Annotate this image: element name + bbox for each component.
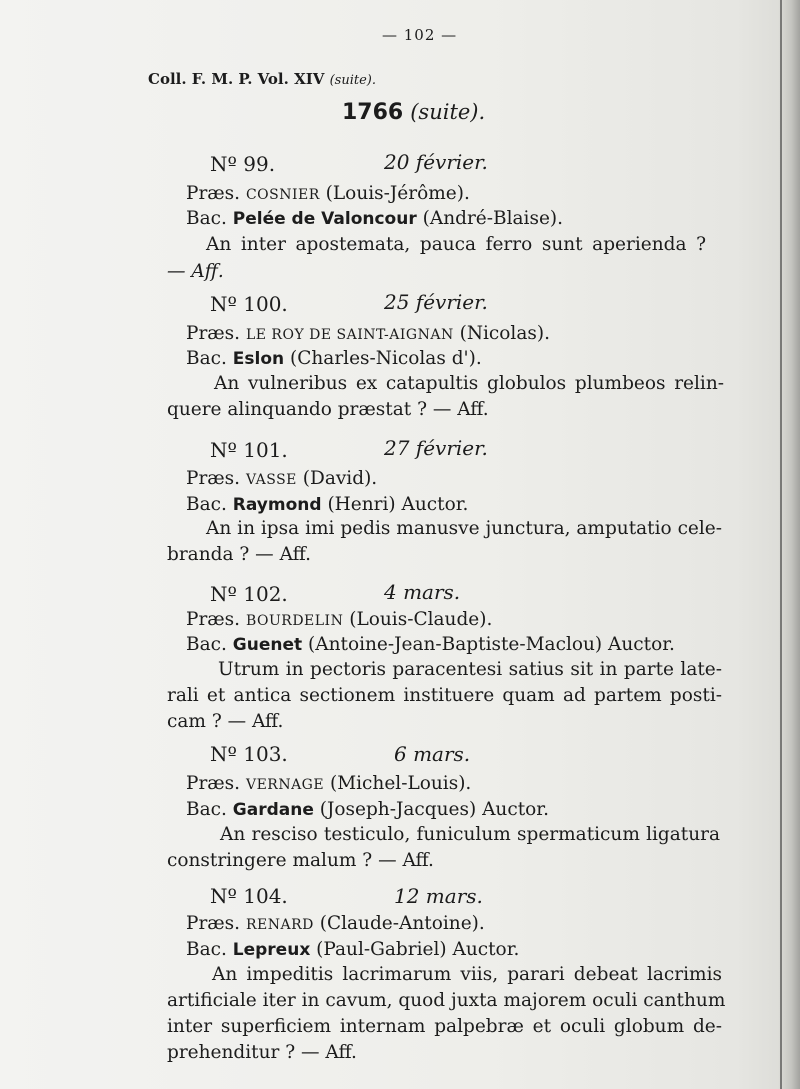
entry-date: 27 février. — [384, 436, 488, 460]
praeses-line: Præs. VERNAGE (Michel-Louis). — [186, 773, 472, 794]
entry-date: 4 mars. — [384, 580, 461, 604]
question-line: artificiale iter in cavum, quod juxta majorem oculi canthum — [167, 990, 726, 1011]
question-line: An inter apostemata, pauca ferro sunt aperienda ? — [206, 234, 706, 255]
question-line: branda ? — Aff. — [167, 544, 311, 565]
entry-number: Nº 101. — [210, 438, 288, 462]
bachelor-line: Bac. Guenet (Antoine-Jean-Baptiste-Maclou) Auctor. — [186, 634, 675, 655]
page-edge-line — [780, 0, 782, 1089]
question-line: An resciso testiculo, funiculum spermaticum ligatura — [220, 824, 720, 845]
bachelor-name: Eslon — [232, 349, 285, 369]
question-line: constringere malum ? — Aff. — [167, 850, 434, 871]
question-line: rali et antica sectionem instituere quam ad partem posti- — [167, 685, 722, 706]
praeses-name: VASSE — [245, 472, 297, 488]
praeses-line: Præs. VASSE (David). — [186, 468, 378, 489]
question-line: inter superficiem internam palpebræ et oculi globum de- — [167, 1016, 722, 1037]
collection-suffix: (suite). — [329, 73, 377, 88]
bachelor-name: Guenet — [232, 635, 303, 655]
bachelor-line: Bac. Gardane (Joseph-Jacques) Auctor. — [186, 799, 549, 820]
entry-number: Nº 100. — [210, 292, 288, 316]
collection-title: Coll. F. M. P. Vol. XIV — [148, 70, 325, 88]
bachelor-line: Bac. Raymond (Henri) Auctor. — [186, 494, 469, 515]
praeses-line: Præs. COSNIER (Louis-Jérôme). — [186, 183, 470, 204]
praeses-name: LE ROY DE SAINT-AIGNAN — [245, 327, 454, 343]
question-line: An impeditis lacrimarum viis, parari debeat lacrimis — [212, 964, 722, 985]
entry-number: Nº 99. — [210, 152, 276, 176]
bachelor-line: Bac. Lepreux (Paul-Gabriel) Auctor. — [186, 939, 520, 960]
question-line: cam ? — Aff. — [167, 711, 284, 732]
praeses-line: Præs. LE ROY DE SAINT-AIGNAN (Nicolas). — [186, 323, 550, 344]
bachelor-line: Bac. Pelée de Valoncour (André-Blaise). — [186, 208, 564, 229]
praeses-name: BOURDELIN — [245, 613, 344, 629]
question-line: Utrum in pectoris paracentesi satius sit in parte late- — [218, 659, 722, 680]
question-line: prehenditur ? — Aff. — [167, 1042, 357, 1063]
bachelor-name: Raymond — [232, 495, 322, 515]
collection-header — [148, 70, 376, 88]
year-number: 1766 — [342, 100, 404, 125]
entry-number: Nº 103. — [210, 742, 288, 766]
entry-date: 25 février. — [384, 290, 488, 314]
entry-date: 12 mars. — [394, 884, 483, 908]
praeses-name: COSNIER — [245, 187, 320, 203]
entry-date: 6 mars. — [394, 742, 471, 766]
question-line: — Aff. — [167, 261, 224, 282]
praeses-line: Præs. RENARD (Claude-Antoine). — [186, 913, 485, 934]
entry-number: Nº 104. — [210, 884, 288, 908]
bachelor-line: Bac. Eslon (Charles-Nicolas d'). — [186, 348, 482, 369]
bachelor-name: Lepreux — [232, 940, 311, 960]
praeses-name: RENARD — [245, 917, 314, 933]
praeses-name: VERNAGE — [245, 777, 325, 793]
praeses-line: Præs. BOURDELIN (Louis-Claude). — [186, 609, 493, 630]
bachelor-name: Pelée de Valoncour — [232, 209, 417, 229]
question-line: An vulneribus ex catapultis globulos plumbeos relin- — [214, 373, 724, 394]
entry-number: Nº 102. — [210, 582, 288, 606]
year-heading — [342, 100, 485, 125]
page-number: — 102 — — [382, 26, 458, 44]
year-suffix: (suite). — [410, 100, 486, 124]
question-line: quere alinquando præstat ? — Aff. — [167, 399, 489, 420]
bachelor-name: Gardane — [232, 800, 314, 820]
entry-date: 20 février. — [384, 150, 488, 174]
question-line: An in ipsa imi pedis manusve junctura, amputatio cele- — [206, 518, 722, 539]
